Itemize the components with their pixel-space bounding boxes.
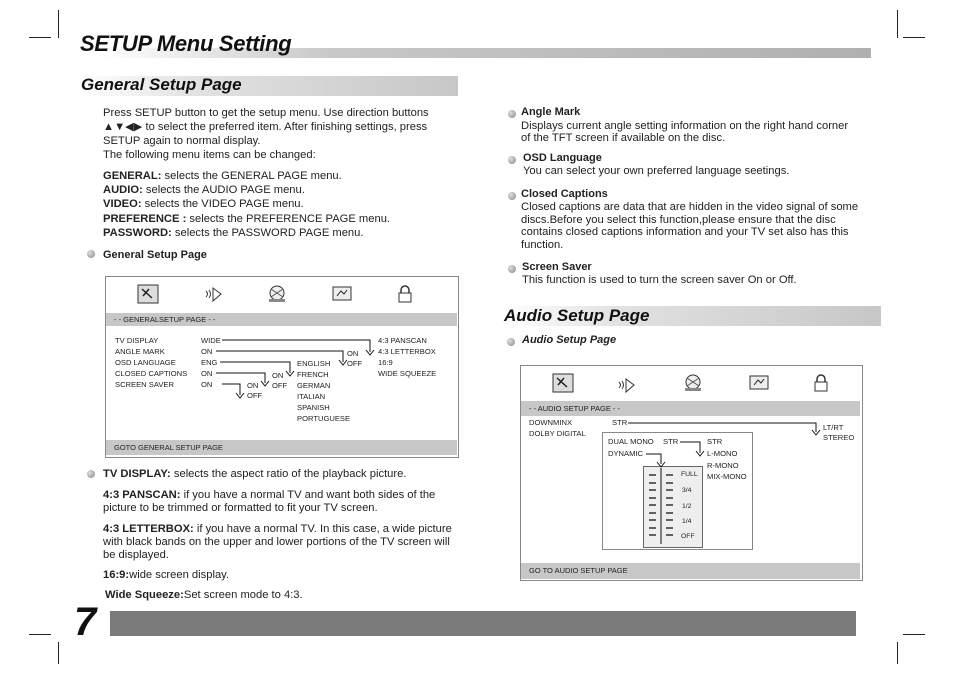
audio-section-title: Audio Setup Page: [504, 306, 650, 325]
general-section-title: General Setup Page: [81, 75, 242, 94]
downmix-option: STEREO: [823, 433, 855, 442]
dual-mono-value: STR: [663, 437, 679, 446]
display-option: 16:9: [378, 358, 393, 367]
angle-option: OFF: [347, 359, 363, 368]
angle-mark-text: of the TFT screen if available on the disc.: [521, 132, 726, 144]
desc-panscan: 4:3 PANSCAN: if you have a normal TV and want both sides of the: [103, 489, 436, 501]
menu-row-value: ENG: [201, 358, 218, 367]
dual-mono-option: STR: [707, 437, 723, 446]
dynamic-level: 3/4: [682, 487, 692, 494]
osd-language-title: OSD Language: [523, 152, 602, 164]
dolby-row-label: DUAL MONO: [608, 437, 654, 446]
screen-saver-title: Screen Saver: [522, 261, 592, 273]
saver-option: OFF: [247, 391, 263, 400]
dynamic-level: 1/2: [682, 503, 692, 510]
dolby-row-label: DYNAMIC: [608, 449, 644, 458]
audio-figure-label: Audio Setup Page: [522, 334, 617, 346]
language-option: FRENCH: [297, 370, 329, 379]
audio-menu-title-bar: - - AUDIO SETUP PAGE - -: [521, 401, 860, 416]
osd-language-text: You can select your own preferred language seetings.: [523, 165, 790, 177]
page-number: 7: [74, 600, 97, 644]
language-option: PORTUGUESE: [297, 414, 351, 423]
menu-row-label: TV DISPLAY: [115, 336, 159, 345]
dynamic-level: OFF: [681, 533, 695, 540]
intro-line: ▲▼◀▶ to select the preferred item. After finishing settings, press: [103, 121, 428, 133]
closed-captions-text: contains closed captions information and your TV set also has this: [521, 226, 849, 238]
audio-row-label: DOWNMINX: [529, 418, 573, 427]
audio-menu-footer-bar: GO TO AUDIO SETUP PAGE: [521, 563, 860, 579]
downmix-option: LT/RT: [823, 423, 844, 432]
caption-option: ON: [272, 371, 284, 380]
dynamic-level: 1/4: [682, 518, 692, 525]
menu-item-general: GENERAL: selects the GENERAL PAGE menu.: [103, 170, 342, 182]
menu-item-preference: PREFERENCE : selects the PREFERENCE PAGE menu.: [103, 213, 391, 225]
general-menu-title-bar: - - GENERALSETUP PAGE - -: [106, 313, 457, 326]
menu-item-video: VIDEO: selects the VIDEO PAGE menu.: [103, 198, 304, 210]
dual-mono-option: MIX-MONO: [707, 472, 747, 481]
desc-wide-squeeze: Wide Squeeze:Set screen mode to 4:3.: [105, 589, 303, 601]
closed-captions-title: Closed Captions: [521, 188, 608, 200]
intro-line: SETUP again to normal display.: [103, 135, 261, 147]
menu-row-label: ANGLE MARK: [115, 347, 165, 356]
general-figure-label: General Setup Page: [103, 249, 207, 261]
screen-saver-text: This function is used to turn the screen saver On or Off.: [522, 274, 797, 286]
downmix-value: STR: [612, 418, 628, 427]
audio-row-label: DOLBY DIGITAL: [529, 429, 586, 438]
angle-mark-text: Displays current angle setting information on the right hand corner: [521, 120, 849, 132]
dynamic-level: FULL: [681, 471, 698, 478]
footer-bar: [110, 611, 856, 636]
dual-mono-option: R-MONO: [707, 461, 739, 470]
display-option: WIDE SQUEEZE: [378, 369, 437, 378]
language-option: SPANISH: [297, 403, 330, 412]
desc-169: 16:9:wide screen display.: [103, 569, 230, 581]
page-title: SETUP Menu Setting: [80, 31, 292, 56]
intro-line: Press SETUP button to get the setup menu. Use direction buttons: [103, 107, 429, 119]
display-option: 4:3 PANSCAN: [378, 336, 427, 345]
desc-tv-display: TV DISPLAY: selects the aspect ratio of the playback picture.: [103, 468, 407, 480]
caption-option: OFF: [272, 381, 288, 390]
closed-captions-text: discs.Before you select this function,please ensure that the disc: [521, 214, 836, 226]
desc-letterbox-line: with black bands on the upper and lower portions of the TV screen will: [103, 536, 450, 548]
menu-item-password: PASSWORD: selects the PASSWORD PAGE menu.: [103, 227, 364, 239]
desc-letterbox: 4:3 LETTERBOX: if you have a normal TV. In this case, a wide picture: [103, 523, 452, 535]
closed-captions-text: function.: [521, 239, 564, 251]
angle-mark-title: Angle Mark: [521, 106, 581, 118]
language-option: ENGLISH: [297, 359, 331, 368]
closed-captions-text: Closed captions are data that are hidden in the video signal of some: [521, 201, 859, 213]
menu-item-audio: AUDIO: selects the AUDIO PAGE menu.: [103, 184, 305, 196]
saver-option: ON: [247, 381, 259, 390]
menu-row-value: ON: [201, 347, 213, 356]
language-option: GERMAN: [297, 381, 331, 390]
intro-line: The following menu items can be changed:: [103, 149, 316, 161]
display-option: 4:3 LETTERBOX: [378, 347, 436, 356]
menu-row-label: SCREEN SAVER: [115, 380, 174, 389]
menu-row-label: CLOSED CAPTIONS: [115, 369, 188, 378]
angle-option: ON: [347, 349, 359, 358]
desc-letterbox-line: be displayed.: [103, 549, 169, 561]
menu-row-value: WIDE: [201, 336, 221, 345]
general-menu-footer-bar: GOTO GENERAL SETUP PAGE: [106, 440, 457, 455]
dual-mono-option: L-MONO: [707, 449, 738, 458]
menu-row-value: ON: [201, 380, 213, 389]
menu-row-label: OSD LANGUAGE: [115, 358, 176, 367]
desc-panscan-line: picture to be trimmed or formatted to fit your TV screen.: [103, 502, 378, 514]
menu-row-value: ON: [201, 369, 213, 378]
language-option: ITALIAN: [297, 392, 326, 401]
